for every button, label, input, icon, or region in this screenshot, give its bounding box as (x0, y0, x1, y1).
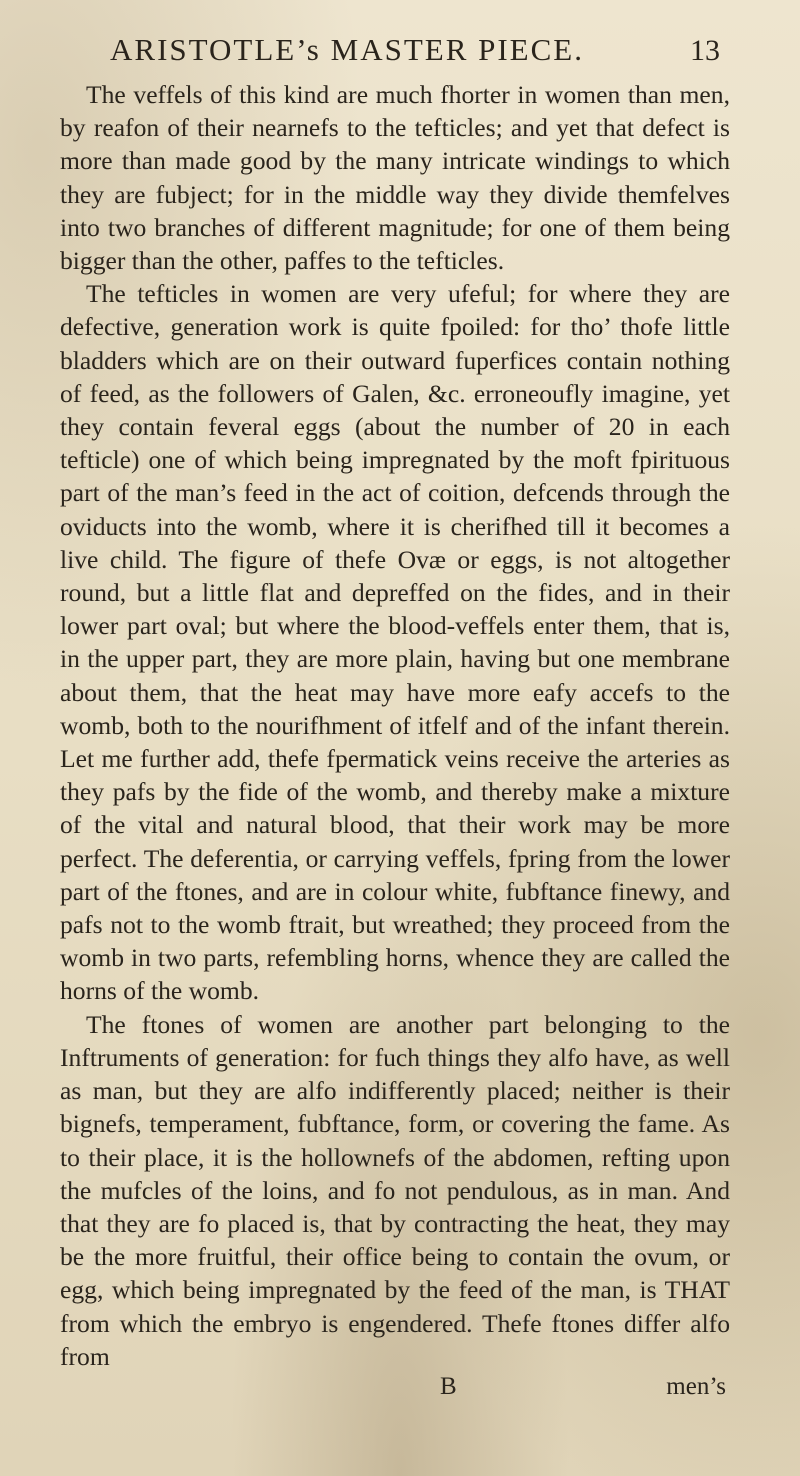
running-title: ARISTOTLE’s MASTER PIECE. (110, 32, 584, 67)
page-footer (60, 1373, 730, 1401)
running-head (60, 32, 730, 68)
page-number: 13 (690, 34, 720, 67)
paragraph-2: The tefticles in women are very ufeful; for where they are defective, generation work is quite fpoiled: for tho’ thofe little bladders which are on their outward fuperfices contain nothing of feed, as the followers of Galen, &c. erroneoufly imagine, yet they contain feveral eggs (about the number of 20 in each tefticle) one of which being impregnated by the moft fpirituous part of the man’s feed in the act of coition, defcends through the oviducts into the womb, where it is cherifhed till it becomes a live child. The figure of thefe Ovæ or eggs, is not altogether round, but a little flat and depreffed on the fides, and in their lower part oval; but where the blood-veffels enter them, that is, in the upper part, they are more plain, having but one membrane about them, that the heat may have more eafy accefs to the womb, both to the nourifhment of itfelf and of the infant therein. Let me further add, thefe fpermatick veins receive the arteries as they pafs by the fide of the womb, and thereby make a mixture of the vital and natural blood, that their work may be more perfect. The deferentia, or carrying veffels, fpring from the lower part of the ftones, and are in colour white, fubftance finewy, and pafs not to the womb ftrait, but wreathed; they proceed from the womb in two parts, refembling horns, whence they are called the horns of the womb. (60, 279, 730, 1006)
paragraph-1: The veffels of this kind are much fhorter in women than men, by reafon of their nearnefs to the tefticles; and yet that defect is more than made good by the many intricate windings to which they are fubject; for in the middle way they divide themfelves into two branches of different magnitude; for one of them being bigger than the other, paffes to the tefticles. (60, 80, 730, 276)
paragraph-3: The ftones of women are another part belonging to the Inftruments of generation: for fuch things they alfo have, as well as man, but they are alfo indifferently placed; neither is their bignefs, temperament, fubftance, form, or covering the fame. As to their place, it is the hollownefs of the abdomen, refting upon the mufcles of the loins, and fo not pendulous, as in man. And that they are fo placed is, that by contracting the heat, they may be the more fruitful, their office being to contain the ovum, or egg, which being impregnated by the feed of the man, is THAT from which the embryo is engendered. Thefe ftones differ alfo from (60, 1009, 730, 1371)
body-text (60, 78, 730, 1373)
signature-mark: B (440, 1372, 457, 1400)
catchword: men’s (666, 1372, 726, 1400)
